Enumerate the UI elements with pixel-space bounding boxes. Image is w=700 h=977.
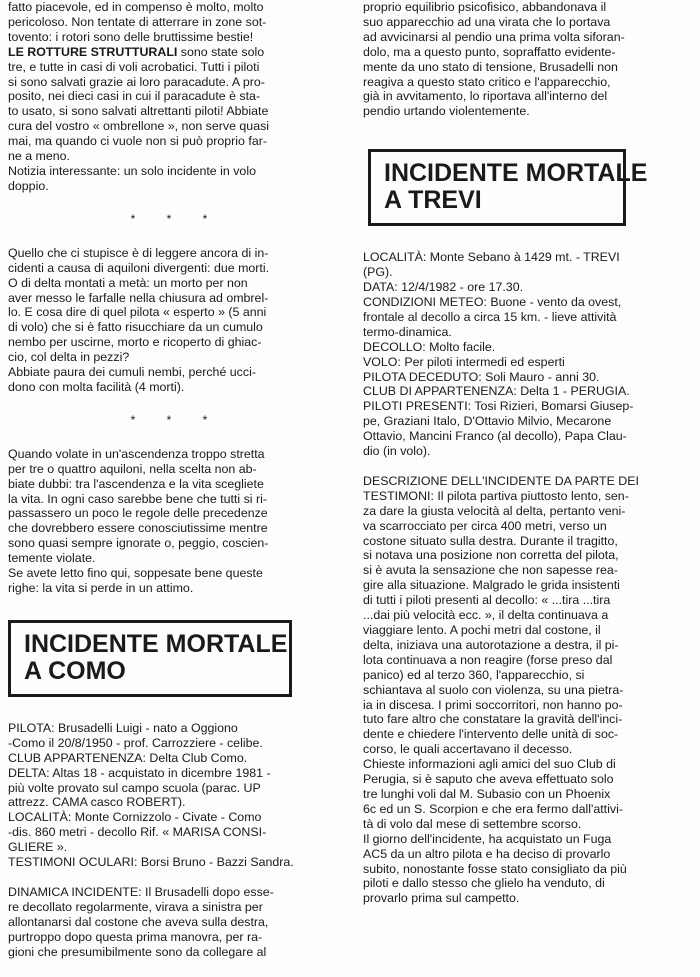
text-line: schiantava al suolo con violenza, su una pietra-: [363, 682, 624, 697]
text-line: ia in discesa. I primi soccorritori, non hanno po-: [363, 697, 623, 712]
text-line: dente e chiedere l'intervento delle unità di soc-: [363, 727, 619, 742]
text-line: Notizia interessante: un solo incidente in volo: [8, 163, 256, 178]
text-line: Quando volate in un'ascendenza troppo stretta: [8, 446, 265, 461]
text-line: tuto fare altro che constatare la gravità dell'inci-: [363, 712, 623, 727]
text-line: Ottavio, Mancini Franco (al decollo), Papa Clau-: [363, 429, 627, 444]
text-line: già in avvitamento, lo riportava all'interno del: [363, 89, 608, 104]
text-line: DATA: 12/4/1982 - ore 17.30.: [363, 280, 524, 295]
descrizione-incidente: [363, 474, 691, 906]
text-line: DECOLLO: Molto facile.: [363, 339, 496, 354]
text-line: aver messo le farfalle nella chiusura ad ombrel-: [8, 290, 269, 305]
text-line: corso, le quali accertavano il decesso.: [363, 742, 573, 757]
text-line: mai, ma quando ci vuole non si può proprio far-: [8, 134, 267, 149]
text-line: la vita. In ogni caso sarebbe bene che tutti si ri-: [8, 491, 267, 506]
text-line: dio (in volo).: [363, 444, 431, 459]
text-line: ne a meno.: [8, 149, 70, 164]
text-line: tà di volo dal mese di settembre scorso.: [363, 816, 582, 831]
text-line: -Como il 20/8/1950 - prof. Carrozziere - celibe.: [8, 735, 263, 750]
rotture-text: sono state solo: [177, 44, 265, 59]
text-line: righe: la vita si perde in un attimo.: [8, 581, 194, 595]
text-line: AC5 da un altro pilota e ha deciso di provarlo: [363, 846, 611, 861]
text-line: lo. E cosa dire di quel pilota « esperto » (5 anni: [8, 305, 267, 320]
text-line: più volte provato sul campo scuola (parac. UP: [8, 780, 261, 795]
text-line: lota continuava a non reagire (forse preso dal: [363, 652, 613, 667]
text-line: -dis. 860 metri - decollo Rif. « MARISA CONSI-: [8, 825, 267, 840]
text-line: va scarrocciato per circa 400 metri, verso un: [363, 518, 607, 533]
text-line: Abbiate paura dei cumuli nembi, perché ucci-: [8, 365, 256, 380]
text-line: gioni che presumibilmente sono da collegare al: [8, 944, 267, 959]
left-column: [8, 0, 344, 960]
text-line: termo-dinamica.: [363, 324, 452, 339]
text-line: si è avuta la sensazione che non sapesse rea-: [363, 563, 618, 578]
text-line: si notava una posizione non corretta del pilota,: [363, 548, 619, 563]
text-line: LOCALITÀ: Monte Cornizzolo - Civate - Como: [8, 810, 262, 825]
text-line: temente violate.: [8, 551, 96, 566]
rotture-label: LE ROTTURE STRUTTURALI: [8, 44, 178, 59]
dinamica-incidente: [8, 885, 344, 960]
text-line: O di delta montati a metà: un morto per non: [8, 275, 248, 290]
text-line: biate dubbi: tra l'ascendenza e la vita scegliete: [8, 476, 264, 491]
text-line: pendio urtando violentemente.: [363, 104, 530, 119]
text-line: tre lunghi voli dal M. Subasio con un Phoenix: [363, 786, 611, 801]
text-line: pericoloso. Non tentate di atterrare in zone sot-: [8, 14, 267, 29]
text-line: (PG).: [363, 265, 393, 280]
text-line: di tutti i piloti presenti al decollo: « ...tira ...tira: [363, 593, 611, 608]
text-line: allontanarsi dal costone che aveva sulla destra,: [8, 914, 269, 929]
text-line: gire alla situazione. Malgrado le grida insistenti: [363, 578, 620, 593]
text-line: ad avvicinarsi al pendio una prima volta siforan-: [363, 29, 625, 44]
text-line: re decollato regolarmente, virava a sinistra per: [8, 899, 263, 914]
text-line: panico) ed al terzo 360, l'apparecchio, si: [363, 667, 585, 682]
text-line: cura del vostro « ombrellone », non serve quasi: [8, 119, 270, 134]
text-line: Il giorno dell'incidente, ha acquistato un Fuga: [363, 831, 612, 846]
text-line: mente da uno stato di tensione, Brusadelli non: [363, 59, 618, 74]
text-line: tovento: i rotori sono delle bruttissime bestie!: [8, 29, 254, 44]
text-line: viaggiare lento. A pochi metri dal costone, il: [363, 623, 601, 637]
text-line: LOCALITÀ: Monte Sebano à 1429 mt. - TREVI: [363, 250, 620, 265]
text-line: tre, e tutte in casi di voli acrobatici. Tutti i piloti: [8, 59, 260, 74]
text-line: dolo, ma a questo punto, sopraffatto evidente-: [363, 44, 616, 59]
text-line: purtroppo dopo questa prima manovra, per ra-: [8, 929, 263, 944]
text-line: DINAMICA INCIDENTE: Il Brusadelli dopo esse-: [8, 884, 274, 899]
text-line: Se avete letto fino qui, soppesate bene queste: [8, 566, 263, 581]
para-aquiloni: [8, 246, 344, 395]
text-line: fatto piacevole, ed in compenso è molto, molto: [8, 0, 264, 14]
section-heading-como: [8, 620, 292, 697]
text-line: DESCRIZIONE DELL'INCIDENTE DA PARTE DEI: [363, 473, 639, 488]
text-line: si sono salvati grazie ai loro paracadute. A pro-: [8, 74, 265, 89]
text-line: Quello che ci stupisce è di leggere ancora di in-: [8, 245, 269, 260]
text-line: delta, iniziava una autorotazione a destra, il pi-: [363, 637, 619, 652]
text-line: nembo per uscirne, morto e ricoperto di ghiac-: [8, 335, 262, 350]
text-line: per tre o quattro aquiloni, nella scelta non ab-: [8, 461, 257, 476]
text-line: proprio equilibrio psicofisico, abbandonava il: [363, 0, 607, 14]
text-line: ...dai più velocità ecc. », il delta continuava a: [363, 608, 609, 623]
text-line: posito, nei dieci casi in cui il paracadute è sta-: [8, 89, 261, 104]
text-line: passassero un poco le regole delle precedenze: [8, 506, 268, 521]
text-line: PILOTA: Brusadelli Luigi - nato a Oggiono: [8, 720, 238, 735]
text-line: DELTA: Altas 18 - acquistato in dicembre 1981 -: [8, 765, 271, 780]
text-line: attrezz. CAMA casco ROBERT).: [8, 795, 186, 810]
heading-line: INCIDENTE MORTALE: [384, 159, 648, 188]
text-line: pe, Graziani Italo, D'Ottavio Milvio, Mecarone: [363, 414, 612, 429]
para-notizia: [8, 164, 344, 194]
text-line: CONDIZIONI METEO: Buone - vento da ovest,: [363, 294, 622, 309]
separator-stars: * * *: [130, 412, 222, 427]
trevi-info: [363, 250, 691, 459]
heading-line: A COMO: [24, 656, 126, 685]
text-line: piloti e dallo stesso che glielo ha venduto, di: [363, 876, 605, 891]
para-rotture: [8, 45, 344, 164]
continuation-como: [363, 0, 691, 119]
text-line: PILOTI PRESENTI: Tosi Rizieri, Bomarsi Giusep-: [363, 399, 634, 414]
text-line: dono con molta facilità (4 morti).: [8, 379, 185, 394]
text-line: GLIERE ».: [8, 840, 68, 855]
text-line: [8, 45, 344, 60]
text-line: doppio.: [8, 178, 49, 193]
text-line: cio, col delta in pezzi?: [8, 350, 130, 365]
section-heading-trevi: [368, 149, 648, 226]
text-line: TESTIMONI: Il pilota partiva piuttosto lento, sen-: [363, 488, 629, 503]
text-line: costone situato sulla destra. Durante il tragitto,: [363, 533, 618, 548]
heading-line: A TREVI: [384, 186, 482, 215]
text-line: PILOTA DECEDUTO: Soli Mauro - anni 30.: [363, 369, 600, 384]
heading-line: INCIDENTE MORTALE: [24, 629, 288, 658]
text-line: sono quasi sempre ignorate o, peggio, coscien-: [8, 536, 269, 551]
text-line: Perugia, si è saputo che aveva effettuato solo: [363, 772, 614, 787]
como-info: [8, 721, 344, 870]
text-line: cidenti a causa di aquiloni divergenti: due morti.: [8, 260, 270, 275]
text-line: za dare la giusta velocità al delta, pertanto veni-: [363, 503, 626, 518]
text-line: to usato, si sono salvati altrettanti piloti! Abbiate: [8, 104, 269, 119]
text-line: CLUB DI APPARTENENZA: Delta 1 - PERUGIA.: [363, 384, 630, 399]
text-line: reagiva a questo stato critico e l'apparecchio,: [363, 74, 611, 89]
text-line: di volo) che si è fatto risucchiare da un cumulo: [8, 320, 263, 335]
text-line: suo apparecchio ad una virata che lo portava: [363, 14, 611, 29]
text-line: frontale al decollo a circa 15 km. - lieve attività: [363, 309, 617, 324]
text-line: CLUB APPARTENENZA: Delta Club Como.: [8, 750, 248, 765]
text-line: Chieste informazioni agli amici del suo Club di: [363, 757, 616, 772]
para-ascendenza: [8, 447, 344, 596]
text-line: TESTIMONI OCULARI: Borsi Bruno - Bazzi Sandra.: [8, 855, 294, 870]
text-line: VOLO: Per piloti intermedi ed esperti: [363, 354, 565, 369]
text-line: provarlo prima sul campetto.: [363, 891, 520, 906]
separator-stars: * * *: [130, 211, 222, 226]
text-line: 6c ed un S. Scorpion e che era fermo dall'attivi-: [363, 801, 623, 816]
text-line: che dovrebbero essere conosciutissime mentre: [8, 521, 268, 536]
right-column: [363, 0, 691, 906]
text-line: subito, nonostante fosse stato consigliato da più: [363, 861, 627, 876]
para-intro: [8, 0, 344, 45]
